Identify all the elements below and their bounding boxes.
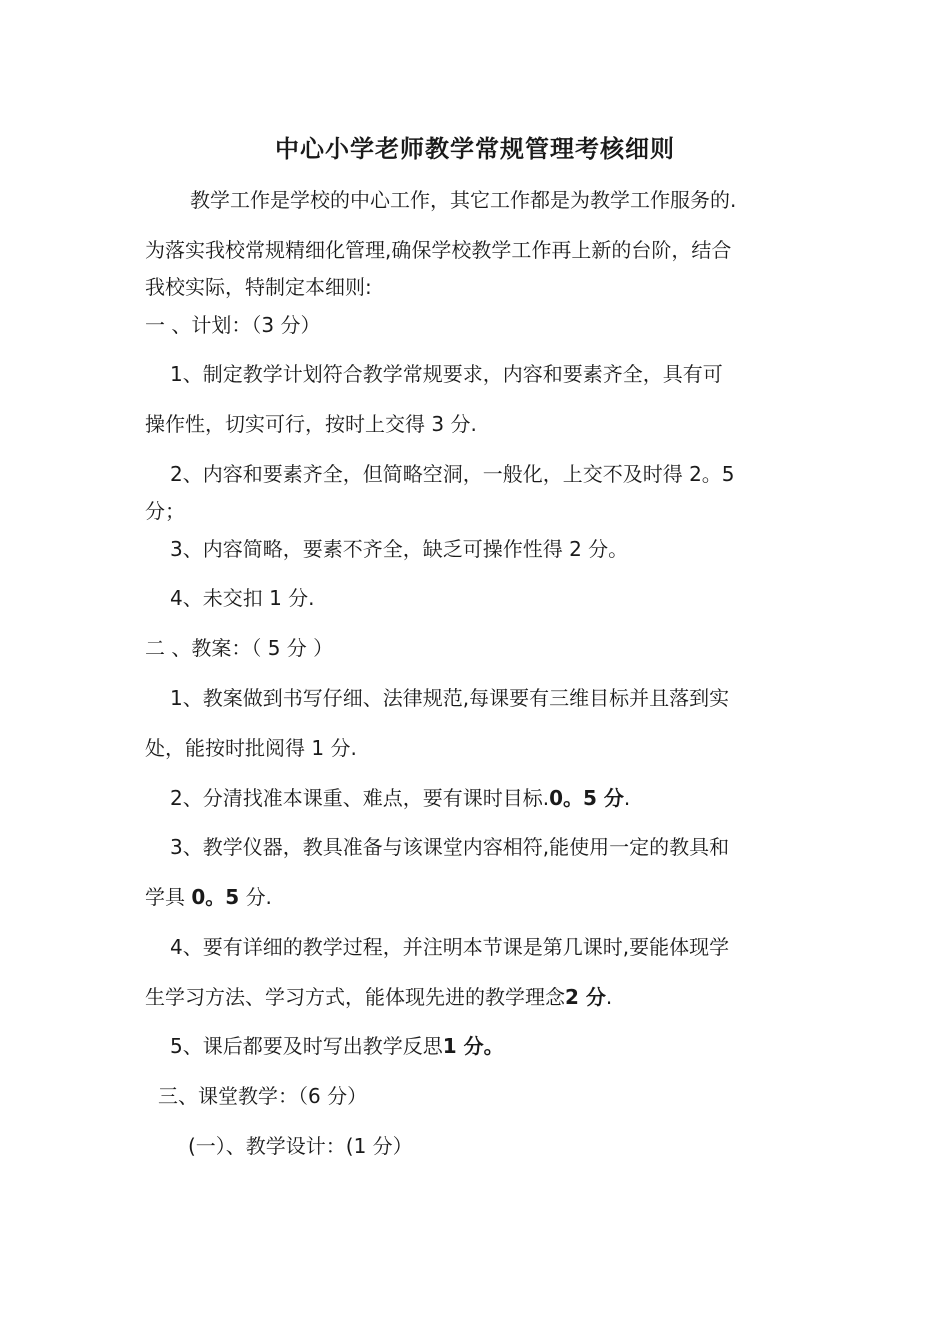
section-3-heading: 三、课堂教学：（6 分） — [158, 1084, 368, 1108]
section-1-item-4: 4、未交扣 1 分. — [170, 586, 315, 610]
section-2-item-2-score: 0。5 分 — [549, 786, 624, 810]
section-2-item-2-end: . — [623, 786, 631, 810]
section-1-item-1-line-1: 1、制定教学计划符合教学常规要求，内容和要素齐全，具有可 — [170, 362, 723, 386]
section-2-heading: 二 、教案：（ 5 分 ） — [145, 636, 334, 660]
section-2-item-3-line-2-text: 学具 — [145, 885, 185, 909]
section-2-item-2-text: 2、分清找准本课重、难点，要有课时目标. — [170, 786, 550, 810]
section-2-item-4-line-1: 4、要有详细的教学过程，并注明本节课是第几课时,要能体现学 — [170, 935, 730, 959]
section-2-item-5-text: 5、课后都要及时写出教学反思 — [170, 1034, 443, 1058]
section-2-item-2 — [170, 784, 630, 812]
section-1-heading: 一 、计划：（3 分） — [145, 313, 321, 337]
document-title: 中心小学老师教学常规管理考核细则 — [275, 134, 675, 163]
section-2-item-4-line-2 — [145, 983, 612, 1011]
section-2-item-4-line-2-end: . — [605, 985, 613, 1009]
section-2-item-3-line-1: 3、教学仪器，教具准备与该课堂内容相符,能使用一定的教具和 — [170, 835, 730, 859]
section-2-item-3-line-2-score: 0。5 — [191, 885, 240, 909]
section-1-item-3: 3、内容简略，要素不齐全，缺乏可操作性得 2 分。 — [170, 537, 629, 561]
section-2-item-1-line-1: 1、教案做到书写仔细、法律规范,每课要有三维目标并且落到实 — [170, 686, 730, 710]
intro-line-1: 教学工作是学校的中心工作，其它工作都是为教学工作服务的. — [190, 188, 737, 212]
intro-line-3: 我校实际，特制定本细则: — [145, 275, 372, 299]
section-3-sub-1: (一）、教学设计：(1 分） — [188, 1134, 413, 1158]
section-2-item-4-line-2-score: 2 分 — [565, 985, 606, 1009]
section-2-item-1-line-2: 处，能按时批阅得 1 分. — [145, 736, 357, 760]
section-1-item-1-line-2: 操作性，切实可行，按时上交得 3 分. — [145, 412, 477, 436]
section-2-item-3-line-2-end: 分. — [245, 885, 272, 909]
section-2-item-5-score: 1 分。 — [442, 1034, 504, 1058]
section-1-item-2-line-2: 分； — [145, 499, 185, 523]
section-1-item-2-line-1: 2、内容和要素齐全，但简略空洞，一般化，上交不及时得 2。5 — [170, 462, 735, 486]
section-2-item-3-line-2 — [145, 883, 272, 911]
intro-line-2: 为落实我校常规精细化管理,确保学校教学工作再上新的台阶，结合 — [145, 238, 732, 262]
section-2-item-5 — [170, 1032, 504, 1060]
section-2-item-4-line-2-text: 生学习方法、学习方式，能体现先进的教学理念 — [145, 985, 565, 1009]
